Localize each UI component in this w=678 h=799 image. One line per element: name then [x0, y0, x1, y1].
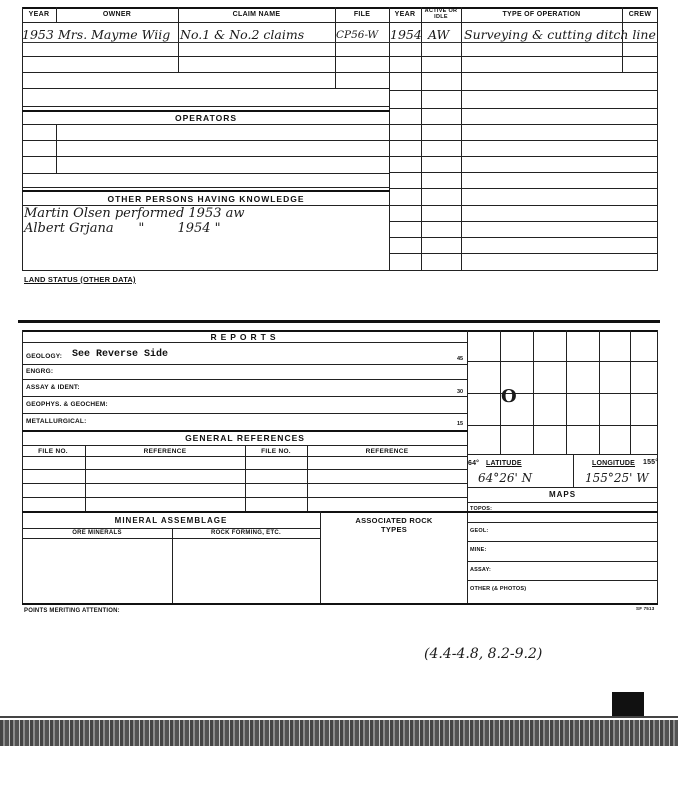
header-owner: OWNER	[102, 11, 132, 18]
land-status-label: LAND STATUS (OTHER DATA)	[24, 275, 136, 284]
engrg-label: ENGRG:	[26, 368, 54, 375]
header-year: YEAR	[28, 11, 50, 18]
latitude-label: LATITUDE	[486, 460, 522, 467]
row-type-of-operation: Surveying & cutting ditch line	[464, 27, 656, 42]
ore-minerals-header: ORE MINERALS	[72, 530, 122, 536]
lon-suffix: 155°	[643, 459, 659, 466]
maps-geol: GEOL:	[470, 528, 489, 534]
gr-header-file-no-1: FILE NO.	[38, 448, 68, 455]
row-owner: Mrs. Mayme Wiig	[58, 27, 171, 42]
grid-number-30: 30	[457, 389, 464, 395]
header-type-of-operation: TYPE OF OPERATION	[502, 11, 581, 18]
row-claim-name: No.1 & No.2 claims	[180, 27, 305, 42]
header-claim-name: CLAIM NAME	[232, 11, 281, 18]
maps-assay: ASSAY:	[470, 567, 492, 573]
latitude-value: 64°26' N	[478, 471, 533, 485]
other-persons-label: OTHER PERSONS HAVING KNOWLEDGE	[107, 194, 305, 204]
reports-title: REPORTS	[210, 332, 280, 342]
bottom-note: (4.4-4.8, 8.2-9.2)	[424, 646, 543, 662]
longitude-value: 155°25' W	[585, 471, 649, 485]
geology-label: GEOLOGY:	[26, 353, 63, 360]
maps-topos: TOPOS:	[470, 506, 493, 512]
operators-label: OPERATORS	[174, 113, 238, 123]
grid-mark: O	[501, 386, 517, 407]
form-number: SF 7513	[636, 606, 655, 611]
row-file: CP56-W	[336, 29, 379, 41]
maps-title: MAPS	[548, 490, 577, 499]
header-active-idle: ACTIVE OR IDLE	[424, 8, 458, 20]
scan-artifact-block	[612, 692, 644, 717]
mineral-assemblage-title: MINERAL ASSEMBLAGE	[114, 516, 228, 525]
header-crew: CREW	[628, 11, 652, 18]
other-person-2: Albert Grjana " 1954 "	[24, 221, 221, 236]
points-meriting-attention-label: POINTS MERITING ATTENTION:	[24, 608, 120, 614]
general-references-title: GENERAL REFERENCES	[185, 433, 305, 443]
row-active-idle: AW	[428, 27, 450, 42]
row-year: 1953	[22, 27, 54, 42]
gr-header-file-no-2: FILE NO.	[261, 448, 291, 455]
maps-other: OTHER (& PHOTOS)	[470, 586, 527, 592]
scan-artifact-edge	[0, 716, 678, 718]
grid-number-15: 15	[457, 421, 464, 427]
other-person-1: Martin Olsen performed 1953 aw	[24, 206, 245, 221]
gr-header-reference-2: REFERENCE	[365, 448, 409, 455]
gr-header-reference-1: REFERENCE	[143, 448, 187, 455]
grid-number-45: 45	[457, 356, 464, 362]
metallurgical-label: METALLURGICAL:	[26, 418, 87, 425]
geophys-label: GEOPHYS. & GEOCHEM:	[26, 401, 108, 408]
associated-rock-types-header: ASSOCIATED ROCK TYPES	[355, 516, 433, 534]
geology-value: See Reverse Side	[72, 349, 169, 360]
maps-mine: MINE:	[470, 547, 487, 553]
scan-artifact-band	[0, 720, 678, 746]
header-year-2: YEAR	[394, 11, 416, 18]
header-file: FILE	[353, 11, 371, 18]
row-year-2: 1954	[390, 27, 422, 42]
lat-prefix: 64°	[468, 460, 480, 467]
rock-forming-header: ROCK FORMING, ETC.	[210, 530, 282, 536]
longitude-label: LONGITUDE	[592, 460, 636, 467]
assay-label: ASSAY & IDENT:	[26, 384, 80, 391]
